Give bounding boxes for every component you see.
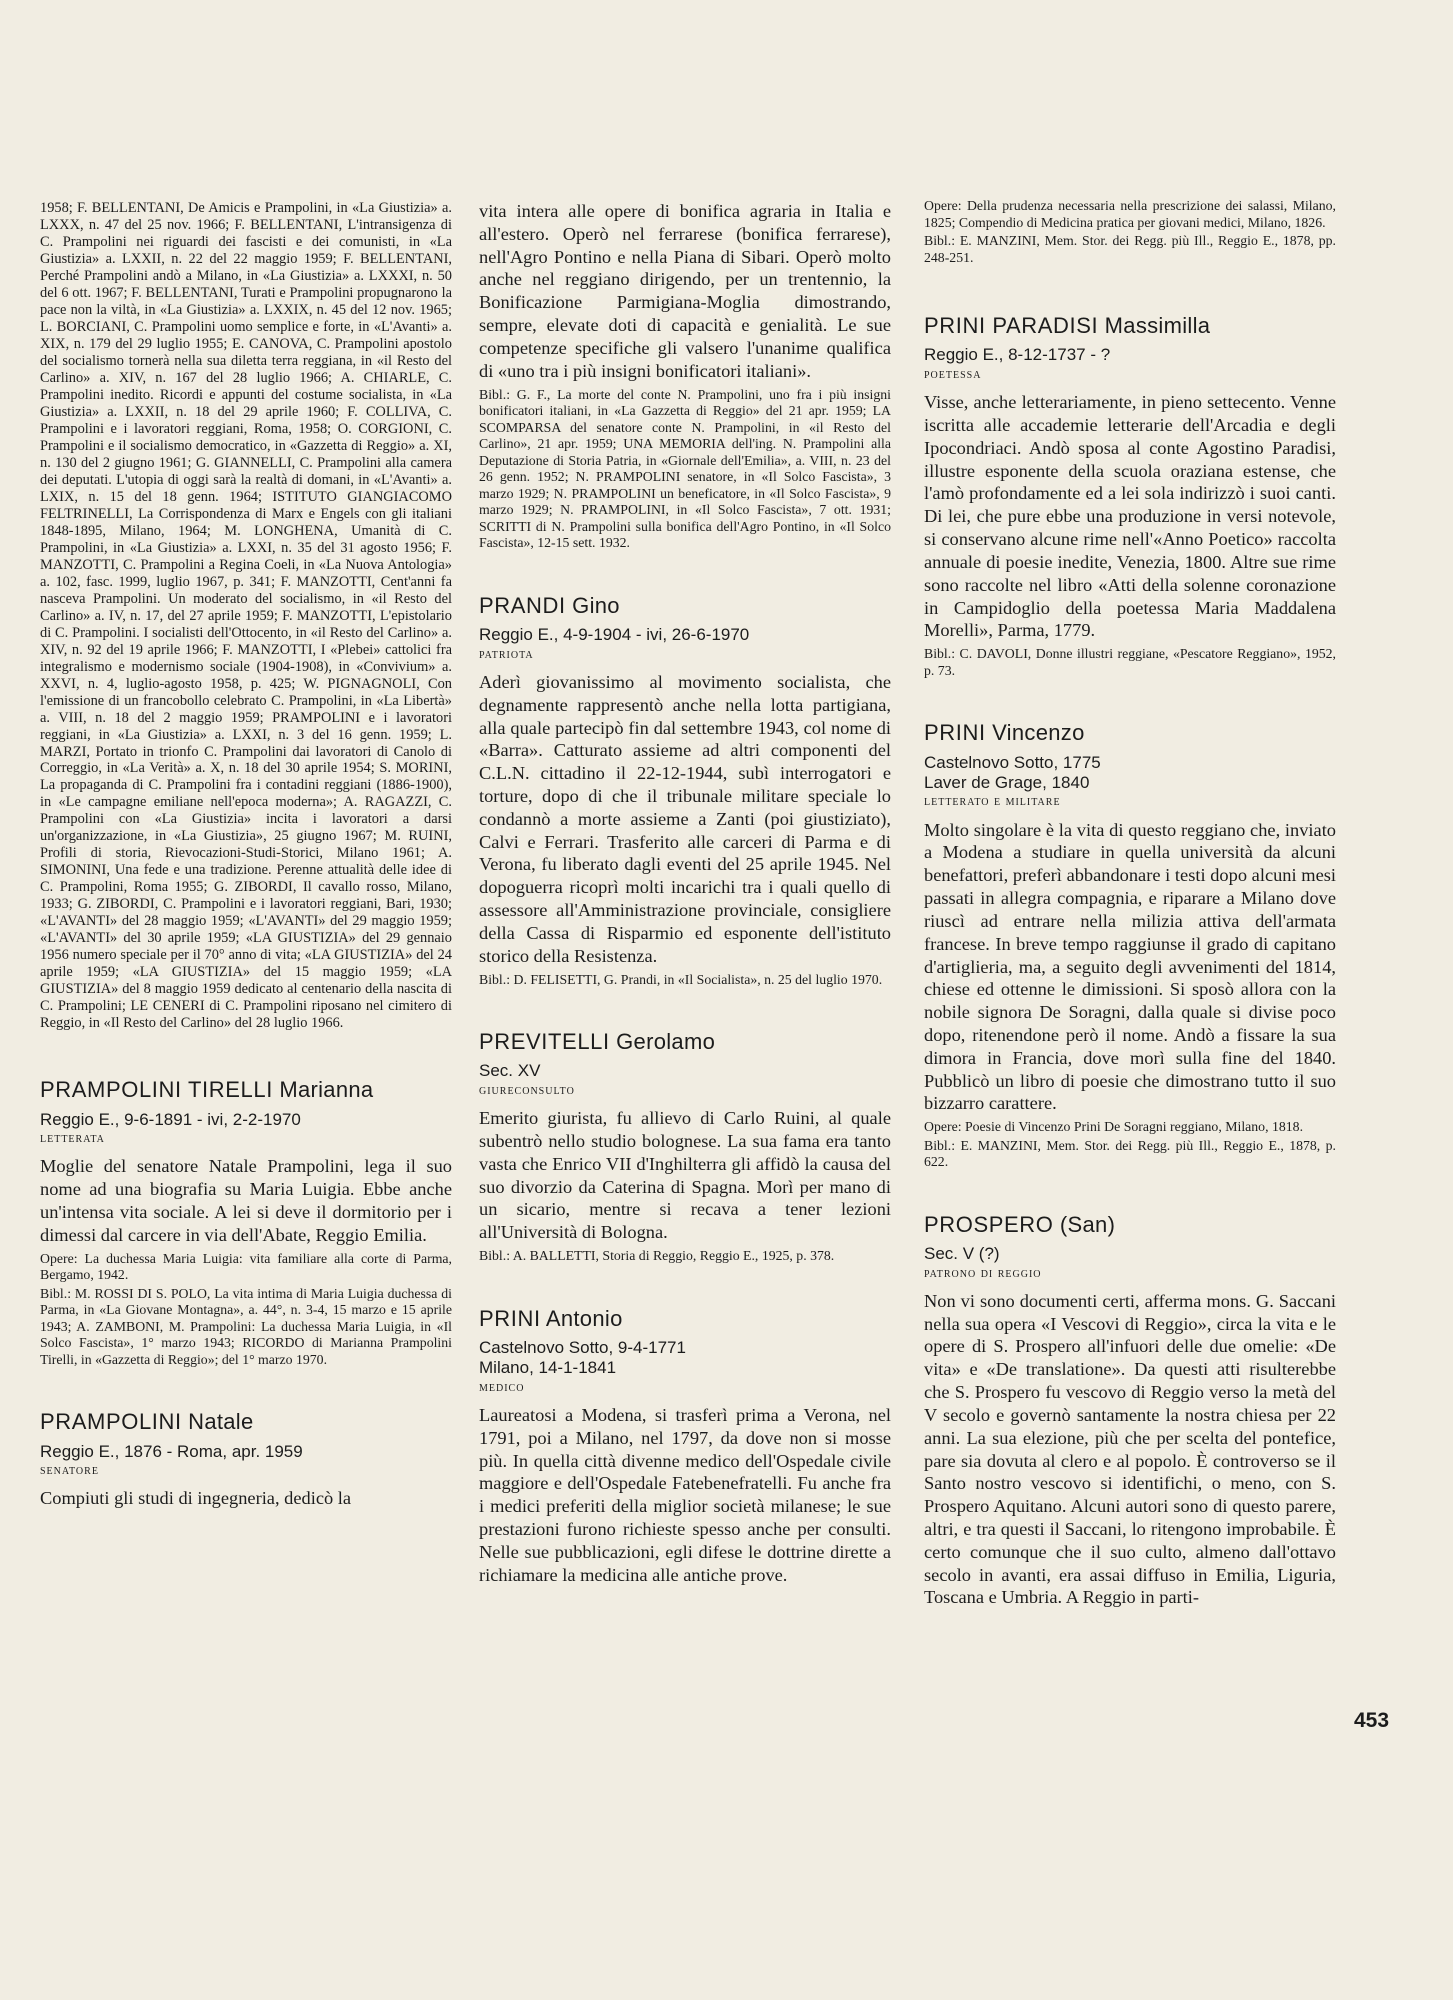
entry-role: medico [479, 1379, 525, 1395]
entry-surname: PRINI [479, 1305, 541, 1331]
entry-body: Moglie del senatore Natale Prampolini, lega il suo nome ad una biografia su Maria Luigia. Ebbe anche un'intensa vita sociale. A lei si deve il dormitorio per i dimessi dal carcere in via dell'Abate, Reggio Emilia. [40, 1156, 452, 1245]
entry-body: Emerito giurista, fu allievo di Carlo Ruini, al quale subentrò nello studio bolognese. La sua fama era tanto vasta che Enrico VII d'Inghilterra gli affidò la causa del suo divorzio da Caterina di Spagna. Morì per mano di un sicario, mentre si recava a tener lezioni all'Università di Bologna. [479, 1108, 891, 1243]
entry-role: letterata [40, 1130, 105, 1146]
entry-given-name: (San) [1059, 1211, 1116, 1237]
entry-dates: Milano, 14-1-1841 [479, 1358, 617, 1378]
entry-heading [479, 592, 891, 619]
entry-bibliography: Bibl.: E. MANZINI, Mem. Stor. dei Regg. più Ill., Reggio E., 1878, p. 622. [924, 1137, 1336, 1170]
column-3 [924, 198, 1336, 1613]
entry-given-name: Antonio [545, 1305, 623, 1331]
entry-given-name: Gino [572, 592, 620, 618]
entry-works: Opere: Poesie di Vincenzo Prini De Soragni reggiano, Milano, 1818. [924, 1119, 1304, 1135]
entry-bibliography: Bibl.: M. ROSSI DI S. POLO, La vita intima di Maria Luigia duchessa di Parma, in «La Giovane Montagna», a. 44°, n. 3-4, 15 marzo e 15 aprile 1943; A. ZAMBONI, M. Prampolini: La duchessa Maria Luigia, in «Il Solco Fascista», 1° marzo 1943; RICORDO di Marianna Prampolini Tirelli, in «Gazzetta di Reggio»; del 1° marzo 1970. [40, 1285, 452, 1367]
entry-prini-antonio [479, 1305, 891, 1587]
entry-dates: Reggio E., 4-9-1904 - ivi, 26-6-1970 [479, 625, 750, 645]
entry-surname: PROSPERO [924, 1211, 1054, 1237]
continued-entry-works: Opere: Della prudenza necessaria nella prescrizione dei salassi, Milano, 1825; Compendio di Medicina pratica per giovani medici, Milano, 1826. [924, 198, 1336, 230]
entry-dates: Reggio E., 8-12-1737 - ? [924, 345, 1111, 365]
continued-entry-body: vita intera alle opere di bonifica agraria in Italia e all'estero. Operò nel ferrarese (bonifica ferrarese), nell'Agro Pontino e nella Piana di Sibari. Operò molto anche nel reggiano dirigendo, per un trentennio, la Bonificazione Parmigiana-Moglia dimostrando, sempre, elevate doti di capacità e genialità. Le sue competenze specifiche gli valsero l'unanime qualifica di «uno tra i più insigni bonificatori italiani». [479, 201, 891, 381]
entry-role: poetessa [924, 366, 982, 382]
entry-given-name: Vincenzo [992, 720, 1085, 746]
entry-role: senatore [40, 1462, 99, 1478]
entry-prampolini-tirelli [40, 1076, 452, 1368]
column-2 [479, 200, 891, 1590]
entry-dates: Laver de Grage, 1840 [924, 772, 1090, 792]
entry-body: Compiuti gli studi di ingegneria, dedicò la [40, 1488, 352, 1509]
page-number: 453 [1354, 1709, 1390, 1732]
entry-heading [479, 1028, 891, 1055]
entry-dates: Castelnovo Sotto, 1775 [924, 752, 1101, 772]
entry-prandi [479, 592, 891, 988]
entry-prampolini-natale [40, 1408, 452, 1510]
entry-body: Laureatosi a Modena, si trasferì prima a Verona, nel 1791, poi a Milano, nel 1797, da dove non si mosse più. In quella città divenne medico dell'Ospedale civile maggiore e dell'Ospedale Fatebenefratelli. Fu anche fra i medici preferiti della miglior società milanese; le sue prestazioni furono richieste spesso anche per consulti. Nelle sue pubblicazioni, egli difese le dottrine dirette a richiamare la medicina alle antiche prove. [479, 1404, 891, 1585]
entry-surname: PRANDI [479, 592, 566, 618]
entry-bibliography: Bibl.: C. DAVOLI, Donne illustri reggiane, «Pescatore Reggiano», 1952, p. 73. [924, 646, 1336, 678]
entry-role: giureconsulto [479, 1082, 575, 1098]
continued-bibliography: 1958; F. BELLENTANI, De Amicis e Prampolini, in «La Giustizia» a. LXXX, n. 47 del 25 nov. 1966; F. BELLENTANI, L'intransigenza di C. Prampolini nei riguardi dei fascisti e dei comunisti, in «La Giustizia» a. LXXII, n. 22 del 22 maggio 1959; F. BELLENTANI, Perché Prampolini andò a Milano, in «La Giustizia» a. LXXXI, n. 50 del 6 ott. 1967; F. BELLENTANI, Turati e Prampolini propugnarono la pace non la viltà, in «La Giustizia» a. LXXIX, n. 45 del 12 nov. 1965; L. BORCIANI, C. Prampolini uomo semplice e forte, in «L'Avanti» a. XIX, n. 179 del 29 luglio 1955; E. CANOVA, C. Prampolini apostolo del socialismo tornerà nella sua diletta terra reggiana, in «il Resto del Carlino» a. XIV, n. 167 del 28 luglio 1966; A. CHIARLE, C. Prampolini inedito. Ricordi e appunti del costume socialista, in «La Giustizia» a. LXXII, n. 18 del 29 aprile 1960; F. COLLIVA, C. Prampolini e i lavoratori reggiani, Roma, 1958; O. CORGIONI, C. Prampolini e il socialismo democratico, in «Gazzetta di Reggio» a. XI, n. 130 del 2 giugno 1961; G. GIANNELLI, C. Prampolini alla camera dei deputati. L'utopia di oggi sarà la realtà di domani, in «L'Avanti» a. LXIX, n. 15 del 18 genn. 1964; ISTITUTO GIANGIACOMO FELTRINELLI, La Corrispondenza di Marx e Engels con gli italiani 1848-1895, Milano, 1964; M. LONGHENA, Umanità di C. Prampolini, in «La Giustizia» a. LXXI, n. 35 del 31 agosto 1956; F. MANZOTTI, C. Prampolini a Regina Coeli, in «La Nuova Antologia» a. 102, fasc. 1999, luglio 1967, p. 341; F. MANZOTTI, Cent'anni fa nasceva Prampolini. Un moderato del socialismo, in «il Resto del Carlino» a. IV, n. 17, del 27 aprile 1959; F. MANZOTTI, L'epistolario di C. Prampolini. I socialisti dell'Ottocento, in «il Resto del Carlino» a. XIV, n. 92 del 19 aprile 1966; F. MANZOTTI, I «Plebei» cattolici fra integralismo e modernismo sociale (1904-1908), in «Convivium» a. XXVI, n. 4, luglio-agosto 1958, p. 425; W. PIGNAGNOLI, Con l'emissione di un francobollo celebrato C. Prampolini, in «La Libertà» a. VIII, n. 18 del 2 maggio 1959; PRAMPOLINI e i lavoratori reggiani, in «La Giustizia» a. LXXI, n. 3 del 16 genn. 1959; L. MARZI, Portato in trionfo C. Prampolini dai lavoratori di Canolo di Correggio, in «La Verità» a. X, n. 18 del 30 aprile 1954; S. MORINI, La propaganda di C. Prampolini fra i contadini reggiani (1886-1900), in «Le campagne emiliane nell'epoca moderna»; A. RAGAZZI, C. Prampolini con «La Giustizia» incita i lavoratori a darsi un'organizzazione, in «La Giustizia», 25 giugno 1967; M. RUINI, Profili di storia, Rievocazioni-Studi-Storici, Milano 1961; A. SIMONINI, Una fede e una tradizione. Perenne attualità delle idee di C. Prampolini, Roma 1955; G. ZIBORDI, Il cavallo rosso, Milano, 1933; G. ZIBORDI, C. Prampolini e i lavoratori reggiani, Bari, 1930; «L'AVANTI» del 28 maggio 1959; «L'AVANTI» del 29 maggio 1959; «L'AVANTI» del 30 aprile 1959; «LA GIUSTIZIA» del 29 gennaio 1956 numero speciale per il 70° anno di vita; «LA GIUSTIZIA» del 24 aprile 1959; «LA GIUSTIZIA» del 15 maggio 1959; «LA GIUSTIZIA» del 8 maggio 1959 dedicato al centenario della nascita di C. Prampolini; LE CENERI di C. Prampolini riposano nel cimitero di Reggio, in «Il Resto del Carlino» del 28 luglio 1966. [40, 200, 452, 1032]
entry-dates: Sec. XV [479, 1061, 541, 1081]
entry-bibliography: Bibl.: A. BALLETTI, Storia di Reggio, Reggio E., 1925, p. 378. [479, 1247, 835, 1263]
entry-heading [479, 1305, 891, 1332]
entry-body: Non vi sono documenti certi, afferma mons. G. Saccani nella sua opera «I Vescovi di Reggio», circa la vita e le opere di S. Prospero all'infuori delle due omelie: «De vita» e «De translatione». Da questi atti risulterebbe che S. Prospero fu vescovo di Reggio verso la metà del V secolo e governò santamente la nostra chiesa per 22 anni. La sua elezione, più che per scelta del pontefice, pare sia dovuta al clero e al popolo. È controverso se il Santo nostro vescovo si identifichi, o meno, con S. Prospero Aquitano. Alcuni autori sono di questo parere, altri, e tra questi il Saccani, lo ritengono improbabile. È certo comunque che il suo culto, almeno dall'ottavo secolo in avanti, era assai diffuso in Emilia, Liguria, Toscana e Umbria. A Reggio in parti- [924, 1290, 1336, 1608]
entry-works: Opere: La duchessa Maria Luigia: vita familiare alla corte di Parma, Bergamo, 1942. [40, 1250, 452, 1283]
entry-heading [924, 1211, 1336, 1238]
entry-heading [924, 312, 1336, 339]
entry-body: Molto singolare è la vita di questo reggiano che, inviato a Modena a studiare in quella università da alcuni benefattori, preferì abbandonare i testi dopo alcuni mesi passati in allegra compagnia, e riparare a Milano dove riuscì ad entrare nella milizia attiva dell'armata francese. In breve tempo raggiunse il grado di capitano d'artiglieria, ma, a seguito degli avvenimenti del 1814, chiese ed ottenne le dimissioni. Si sposò allora con la nobile signora De Soragni, dalla quale si divise poco dopo, ritenendone però il nome. Andò a fissare la sua dimora in Francia, dove morì sulla fine del 1840. Pubblicò un libro di poesie che dimostrano tutto il suo bizzarro carattere. [924, 819, 1336, 1114]
entry-bibliography: Bibl.: D. FELISETTI, G. Prandi, in «Il Socialista», n. 25 del luglio 1970. [479, 971, 883, 987]
entry-heading [40, 1076, 452, 1103]
entry-surname: PREVITELLI [479, 1029, 610, 1055]
entry-prini-paradisi [924, 312, 1336, 679]
entry-heading [40, 1408, 452, 1435]
entry-surname: PRINI [924, 720, 986, 746]
entry-role: letterato e militare [924, 794, 1061, 810]
entry-surname: PRAMPOLINI TIRELLI [40, 1077, 273, 1103]
entry-dates: Reggio E., 1876 - Roma, apr. 1959 [40, 1441, 303, 1461]
entry-role: patriota [479, 646, 534, 662]
entry-dates: Sec. V (?) [924, 1244, 1000, 1264]
continued-entry-bibliography: Bibl.: G. F., La morte del conte N. Prampolini, uno fra i più insigni bonificatori italiani, in «La Gazzetta di Reggio» del 21 apr. 1959; LA SCOMPARSA del senatore conte N. Prampolini, in «il Resto del Carlino», 21 apr. 1959; UNA MEMORIA dell'ing. N. Prampolini alla Deputazione di Storia Patria, in «Giornale dell'Emilia», a. VIII, n. 23 del 26 genn. 1952; N. PRAMPOLINI senatore, in «Il Solco Fascista», 3 marzo 1929; N. PRAMPOLINI un beneficatore, in «Il Solco Fascista», 9 marzo 1929; N. PRAMPOLINI, in «Il Solco Fascista», 7 ott. 1931; SCRITTI di N. Prampolini sulla bonifica dell'Agro Pontino, in «Il Solco Fascista», 12-15 sett. 1932. [479, 386, 891, 551]
entry-given-name: Massimilla [1104, 313, 1211, 339]
entry-surname: PRINI PARADISI [924, 313, 1099, 339]
entry-given-name: Gerolamo [616, 1029, 716, 1055]
entry-given-name: Marianna [279, 1077, 374, 1103]
entry-prini-vincenzo [924, 719, 1336, 1171]
entry-dates: Reggio E., 9-6-1891 - ivi, 2-2-1970 [40, 1109, 301, 1129]
entry-body: Visse, anche letterariamente, in pieno settecento. Venne iscritta alle accademie letterarie dell'Arcadia e degli Ipocondriaci. Andò sposa al conte Agostino Paradisi, illustre esponente della scuola oraziana estense, che l'amò profondamente ed a lei sola indirizzò i suoi canti. Di lei, che pure ebbe una produzione in versi notevole, si conservano alcune rime nell'«Anno Poetico» raccolta annuale di poesie inedite, Venezia, 1800. Altre sue rime sono raccolte nel libro «Atti della solenne coronazione in Campidoglio della poetessa Maria Maddalena Morelli», Parma, 1779. [924, 392, 1336, 641]
entry-previtelli [479, 1028, 891, 1264]
continued-entry-bibliography: Bibl.: E. MANZINI, Mem. Stor. dei Regg. più Ill., Reggio E., 1878, pp. 248-251. [924, 233, 1336, 265]
entry-heading [924, 719, 1336, 746]
entry-prospero [924, 1211, 1336, 1609]
entry-body: Aderì giovanissimo al movimento socialista, che degnamente rappresentò anche nella lotta partigiana, alla quale partecipò fin dal settembre 1943, col nome di «Barra». Catturato assieme ad altri componenti del C.L.N. cittadino il 22-12-1944, subì interrogatori e torture, dopo di che il tribunale militare speciale lo condannò a morte assieme a Zanti (poi giustiziato), Calvi e Ferrari. Trasferito alle carceri di Parma e di Verona, fu liberato dagli eventi del 25 aprile 1945. Nel dopoguerra ricoprì molti incarichi tra i quali quello di assessore all'Amministrazione provinciale, consigliere della Cassa di Risparmio ed esponente dell'istituto storico della Resistenza. [479, 671, 891, 966]
entry-role: patrono di reggio [924, 1265, 1042, 1281]
column-1 [40, 200, 452, 1514]
entry-surname: PRAMPOLINI [40, 1409, 182, 1435]
entry-given-name: Natale [188, 1409, 254, 1435]
entry-dates: Castelnovo Sotto, 9-4-1771 [479, 1337, 686, 1357]
